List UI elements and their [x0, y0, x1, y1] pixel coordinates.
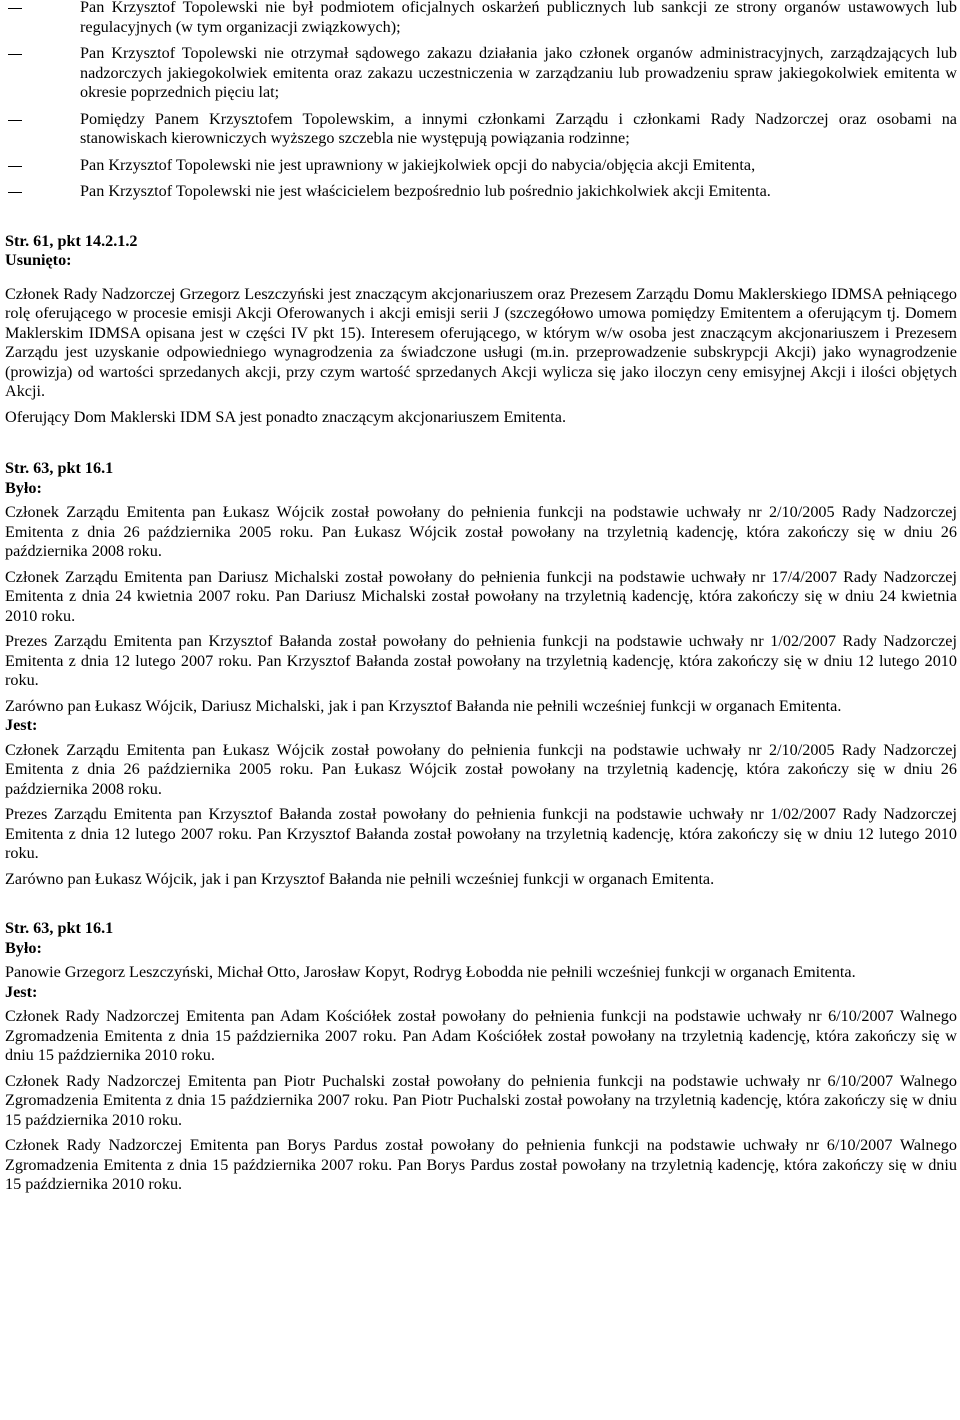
bullet-list [5, 0, 957, 202]
paragraph: Członek Rady Nadzorczej Emitenta pan Piotr Puchalski został powołany do pełnienia funkcji na podstawie uchwały nr 6/10/2007 Walnego Zgromadzenia Emitenta z dnia 15 października 2007 roku. Pan Piotr Puchalski został powołany na trzyletnią kadencję, która zakończy się w dniu 15 października 2010 roku. [5, 1071, 957, 1129]
paragraph: Prezes Zarządu Emitenta pan Krzysztof Bałanda został powołany do pełnienia funkcji na podstawie uchwały nr 1/02/2007 Rady Nadzorczej Emitenta z dnia 12 lutego 2007 roku. Pan Krzysztof Bałanda został powołany na trzyletnią kadencję, która zakończy się w dniu 12 lutego 2010 roku. [5, 805, 957, 862]
section-str-61 [5, 232, 957, 428]
paragraph: Zarówno pan Łukasz Wójcik, Dariusz Michalski, jak i pan Krzysztof Bałanda nie pełnili wcześniej funkcji w organach Emitenta. [5, 696, 842, 715]
list-item-text: Pan Krzysztof Topolewski nie był podmiotem oficjalnych oskarżeń publicznych lub sankcji ze strony organów ustawowych lub regulacyjnych (w tym organizacji związkowych); [80, 0, 957, 36]
paragraph: Członek Zarządu Emitenta pan Dariusz Michalski został powołany do pełnienia funkcji na podstawie uchwały nr 17/4/2007 Rady Nadzorczej Emitenta z dnia 24 kwietnia 2007 roku. Pan Dariusz Michalski został powołany na trzyletnią kadencję, która zakończy się w dniu 24 kwietnia 2010 roku. [5, 567, 957, 625]
list-item [5, 0, 957, 37]
paragraph: Prezes Zarządu Emitenta pan Krzysztof Bałanda został powołany do pełnienia funkcji na podstawie uchwały nr 1/02/2007 Rady Nadzorczej Emitenta z dnia 12 lutego 2007 roku. Pan Krzysztof Bałanda został powołany na trzyletnią kadencję, która zakończy się w dniu 12 lutego 2010 roku. [5, 632, 957, 689]
list-item-text: Pomiędzy Panem Krzysztofem Topolewskim, a innymi członkami Zarządu i członkami Rady Nadzorczej oraz osobami na stanowiskach kierowniczych wyższego szczebla nie występują powiązania rodzinne; [80, 109, 957, 147]
paragraph: Oferujący Dom Maklerski IDM SA jest ponadto znaczącym akcjonariuszem Emitenta. [5, 407, 566, 426]
section-str-63-a [5, 459, 957, 889]
list-item [5, 156, 957, 176]
was-label: Było: [5, 938, 42, 957]
section-heading: Str. 63, pkt 16.1 [5, 459, 114, 477]
removed-label: Usunięto: [5, 251, 72, 269]
paragraph: Członek Zarządu Emitenta pan Łukasz Wójcik został powołany do pełnienia funkcji na podstawie uchwały nr 2/10/2005 Rady Nadzorczej Emitenta z dnia 26 października 2005 roku. Pan Łukasz Wójcik został powołany na trzyletnią kadencję, która zakończy się w dniu 26 października 2008 roku. [5, 503, 957, 560]
paragraph: Członek Rady Nadzorczej Emitenta pan Adam Kościółek został powołany do pełnienia funkcji na podstawie uchwały nr 6/10/2007 Walnego Zgromadzenia Emitenta z dnia 15 października 2007 roku. Pan Adam Kościółek został powołany na trzyletnią kadencję, która zakończy się w dniu 15 października 2010 roku. [5, 1007, 957, 1064]
was-label: Było: [5, 478, 42, 497]
paragraph: Zarówno pan Łukasz Wójcik, jak i pan Krzysztof Bałanda nie pełnili wcześniej funkcji w organach Emitenta. [5, 869, 715, 888]
paragraph: Członek Rady Nadzorczej Emitenta pan Borys Pardus został powołany do pełnienia funkcji na podstawie uchwały nr 6/10/2007 Walnego Zgromadzenia Emitenta z dnia 15 października 2007 roku. Pan Borys Pardus został powołany na trzyletnią kadencję, która zakończy się w dniu 15 października 2010 roku. [5, 1136, 957, 1193]
is-label: Jest: [5, 716, 38, 734]
list-item [5, 110, 957, 149]
list-item [5, 182, 957, 202]
paragraph: Członek Zarządu Emitenta pan Łukasz Wójcik został powołany do pełnienia funkcji na podstawie uchwały nr 2/10/2005 Rady Nadzorczej Emitenta z dnia 26 października 2005 roku. Pan Łukasz Wójcik został powołany na trzyletnią kadencję, która zakończy się w dniu 26 października 2008 roku. [5, 740, 957, 798]
paragraph: Członek Rady Nadzorczej Grzegorz Leszczyński jest znaczącym akcjonariuszem oraz Prezesem Zarządu Domu Maklerskiego IDMSA pełniącego rolę oferującego w procesie emisji Akcji Oferowanych i akcji emisji serii J (szczegółowo umowa pomiędzy Emitentem a oferującym tj. Domem Maklerskim IDMSA opisana jest w części IV pkt 15). Interesem oferującego, w którym w/w osoba jest znaczącym akcjonariuszem i Prezesem Zarządu jest uzyskanie odpowiedniego wynagrodzenia za świadczone usługi (m.in. przeprowadzenie subskrypcji Akcji) jako wynagrodzenie (prowizja) od wartości sprzedanych akcji, przy czym wartość sprzedanych Akcji wylicza się jako iloczyn ceny emisyjnej Akcji i ilości objętych Akcji. [5, 284, 957, 400]
list-item-text: Pan Krzysztof Topolewski nie jest właścicielem bezpośrednio lub pośrednio jakichkolwiek akcji Emitenta. [80, 182, 771, 200]
list-item-text: Pan Krzysztof Topolewski nie jest uprawniony w jakiejkolwiek opcji do nabycia/objęcia akcji Emitenta, [80, 155, 756, 174]
list-item [5, 44, 957, 103]
paragraph: Panowie Grzegorz Leszczyński, Michał Otto, Jarosław Kopyt, Rodryg Łobodda nie pełnili wcześniej funkcji w organach Emitenta. [5, 963, 856, 981]
list-item-text: Pan Krzysztof Topolewski nie otrzymał sądowego zakazu działania jako członek organów administracyjnych, zarządzających lub nadzorczych jakiegokolwiek emitenta oraz zakazu uczestniczenia w zarządzaniu lub prowadzeniu spraw jakiegokolwiek emitenta w okresie poprzednich pięciu lat; [80, 44, 957, 101]
section-str-63-b [5, 919, 957, 1195]
is-label: Jest: [5, 982, 38, 1001]
section-heading: Str. 61, pkt 14.2.1.2 [5, 231, 138, 250]
section-heading: Str. 63, pkt 16.1 [5, 919, 114, 937]
